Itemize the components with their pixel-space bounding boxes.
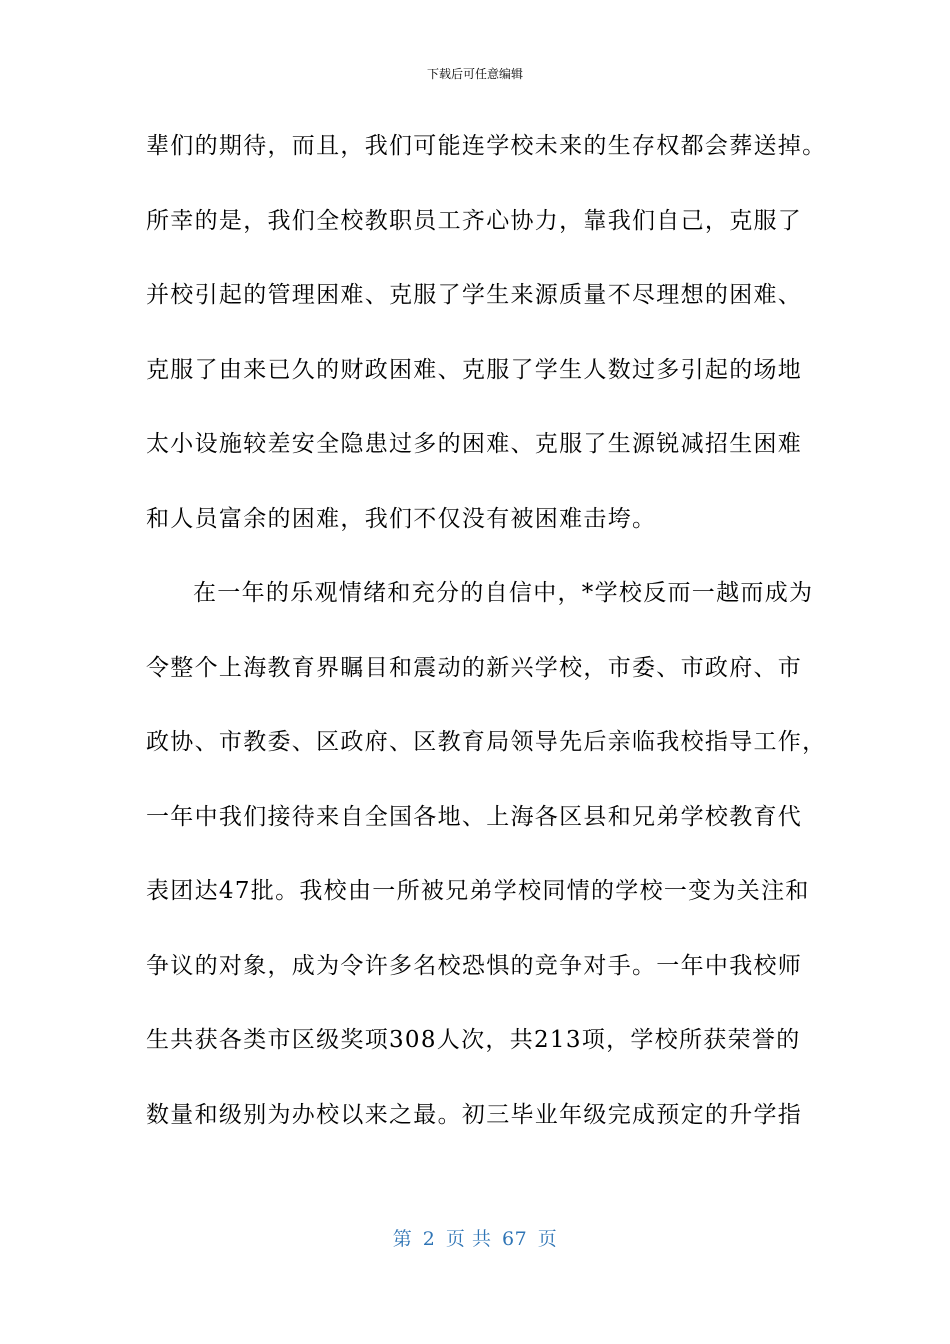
footer-suffix: 页 (537, 1228, 558, 1250)
text-line: 一年中我们接待来自全国各地、上海各区县和兄弟学校教育代 (146, 803, 803, 830)
paragraph-first-line: 在一年的乐观情绪和充分的自信中，*学校反而一越而成为 (193, 580, 814, 606)
current-page-number: 2 (422, 1228, 436, 1250)
text-line: 和人员富余的困难，我们不仅没有被困难击垮。 (146, 505, 657, 532)
text-line: 政协、市教委、区政府、区教育局领导先后亲临我校指导工作， (146, 729, 827, 755)
body-text (146, 120, 827, 1163)
text-line: 所幸的是，我们全校教职员工齐心协力，靠我们自己，克服了 (146, 207, 803, 234)
text-line: 并校引起的管理困难、克服了学生来源质量不尽理想的困难、 (146, 282, 803, 308)
text-line: 辈们的期待，而且，我们可能连学校未来的生存权都会葬送掉。 (146, 133, 827, 159)
text-line: 争议的对象，成为令许多名校恐惧的竞争对手。一年中我校师 (146, 952, 803, 979)
text-line: 令整个上海教育界瞩目和震动的新兴学校，市委、市政府、市 (146, 654, 803, 681)
text-line: 生共获各类市区级奖项308人次，共213项，学校所获荣誉的 (146, 1027, 801, 1053)
text-line: 数量和级别为办校以来之最。初三毕业年级完成预定的升学指 (146, 1101, 803, 1128)
page-number-footer (0, 1226, 950, 1252)
footer-prefix: 第 (392, 1228, 413, 1250)
text-line: 表团达47批。我校由一所被兄弟学校同情的学校一变为关注和 (146, 878, 810, 904)
total-page-count: 67 (502, 1228, 528, 1250)
footer-middle: 页 共 (445, 1228, 492, 1250)
page-header: 下载后可任意编辑 (426, 67, 523, 81)
text-line: 太小设施较差安全隐患过多的困难、克服了生源锐减招生困难 (146, 431, 803, 457)
text-line: 克服了由来已久的财政困难、克服了学生人数过多引起的场地 (146, 356, 803, 383)
